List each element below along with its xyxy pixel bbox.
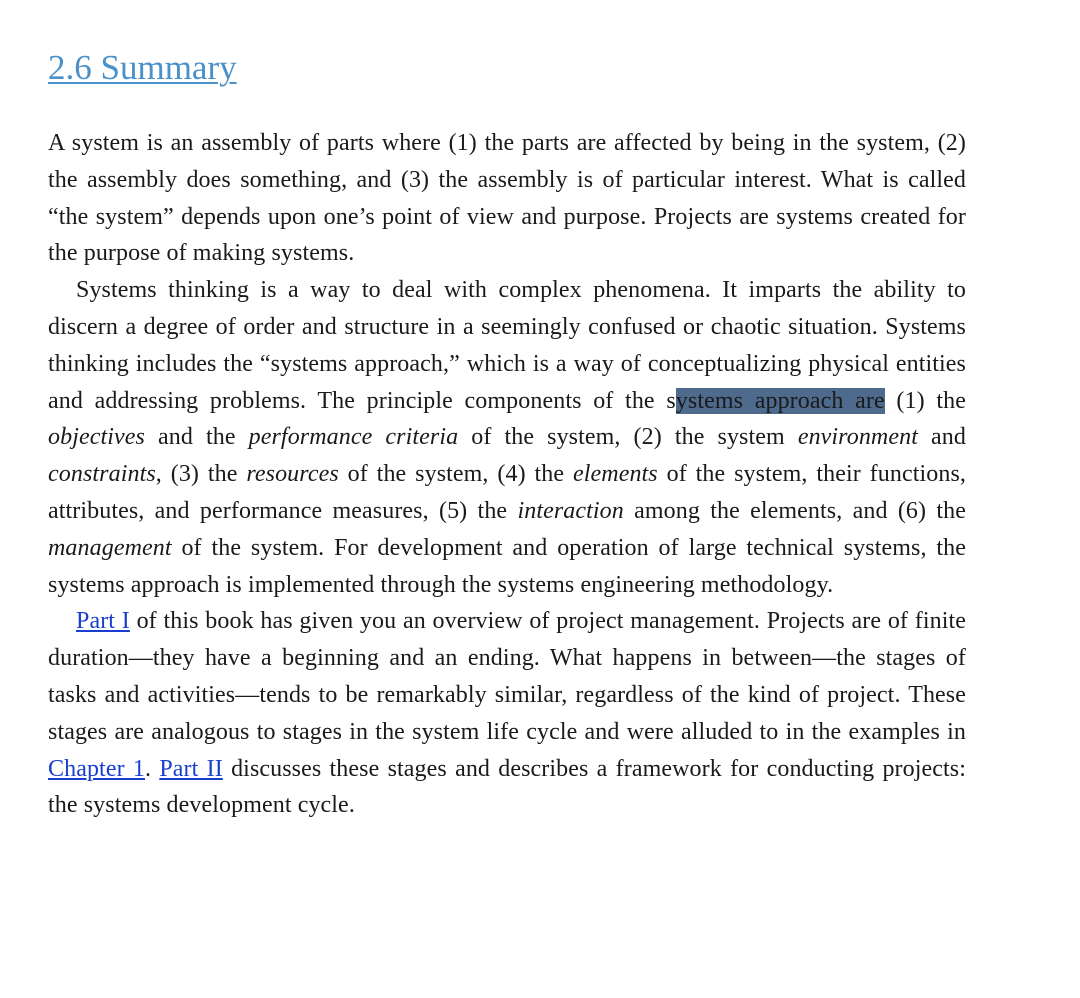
paragraph-3 <box>48 603 966 824</box>
term-constraints: constraints <box>48 461 156 488</box>
p2-text-10: of the system. For development and operation of large technical systems, the systems approach is implemented through the systems engineering methodology. <box>48 534 966 598</box>
p2-text-5: and <box>918 424 966 451</box>
term-resources: resources <box>246 461 339 488</box>
link-chapter-1[interactable]: Chapter 1 <box>48 755 146 782</box>
p2-text-6: , (3) the <box>155 461 247 488</box>
term-performance-criteria: performance criteria <box>248 424 459 451</box>
term-objectives: objectives <box>48 424 145 451</box>
p3-text-1: of this book has given you an overview of project management. Projects are of finite duration—they have a beginning and an ending. What happens in between—the stages of tasks and activities—tends to be remarkably similar, regardless of the kind of project. These stages are analogous to stages in the system life cycle and were alluded to in the examples in <box>48 608 966 745</box>
p2-text-9: among the elements, and (6) the <box>623 497 966 524</box>
section-body <box>48 125 966 824</box>
section-heading <box>48 48 237 88</box>
p2-text-1: Systems thinking is a way to deal with complex phenomena. It imparts the ability to discern a degree of order and structure in a seemingly confused or chaotic situation. Systems thinking includes the “systems approach,” which is a way of conceptualizing physical entities and addressing problems. The principle components of the s <box>48 277 966 414</box>
term-elements: elements <box>572 461 658 488</box>
term-environment: environment <box>797 424 918 451</box>
paragraph-1: A system is an assembly of parts where (1) the parts are affected by being in the system, (2) the assembly does something, and (3) the assembly is of particular interest. What is called “the system” depends upon one’s point of view and purpose. Projects are systems created for the purpose of making systems. <box>48 130 966 267</box>
p2-text-8: of the system, their functions, attributes, and performance measures, (5) the <box>48 461 966 524</box>
term-interaction: interaction <box>517 497 624 524</box>
p2-text-7: of the system, (4) the <box>338 461 573 488</box>
p2-text-4: of the system, (2) the system <box>458 424 798 451</box>
paragraph-2 <box>48 272 966 603</box>
link-part-2[interactable]: Part II <box>159 755 223 782</box>
p3-text-2: . <box>145 755 160 782</box>
section-heading-link[interactable]: 2.6 Summary <box>48 48 237 87</box>
p3-text-3: discusses these stages and describes a framework for conducting projects: the systems development cycle. <box>48 755 966 819</box>
term-management: management <box>48 534 172 561</box>
p2-text-3: and the <box>144 424 249 451</box>
text-selection[interactable]: ystems approach are <box>675 387 885 414</box>
p2-text-2: (1) the <box>884 387 966 414</box>
link-part-1[interactable]: Part I <box>76 608 130 635</box>
